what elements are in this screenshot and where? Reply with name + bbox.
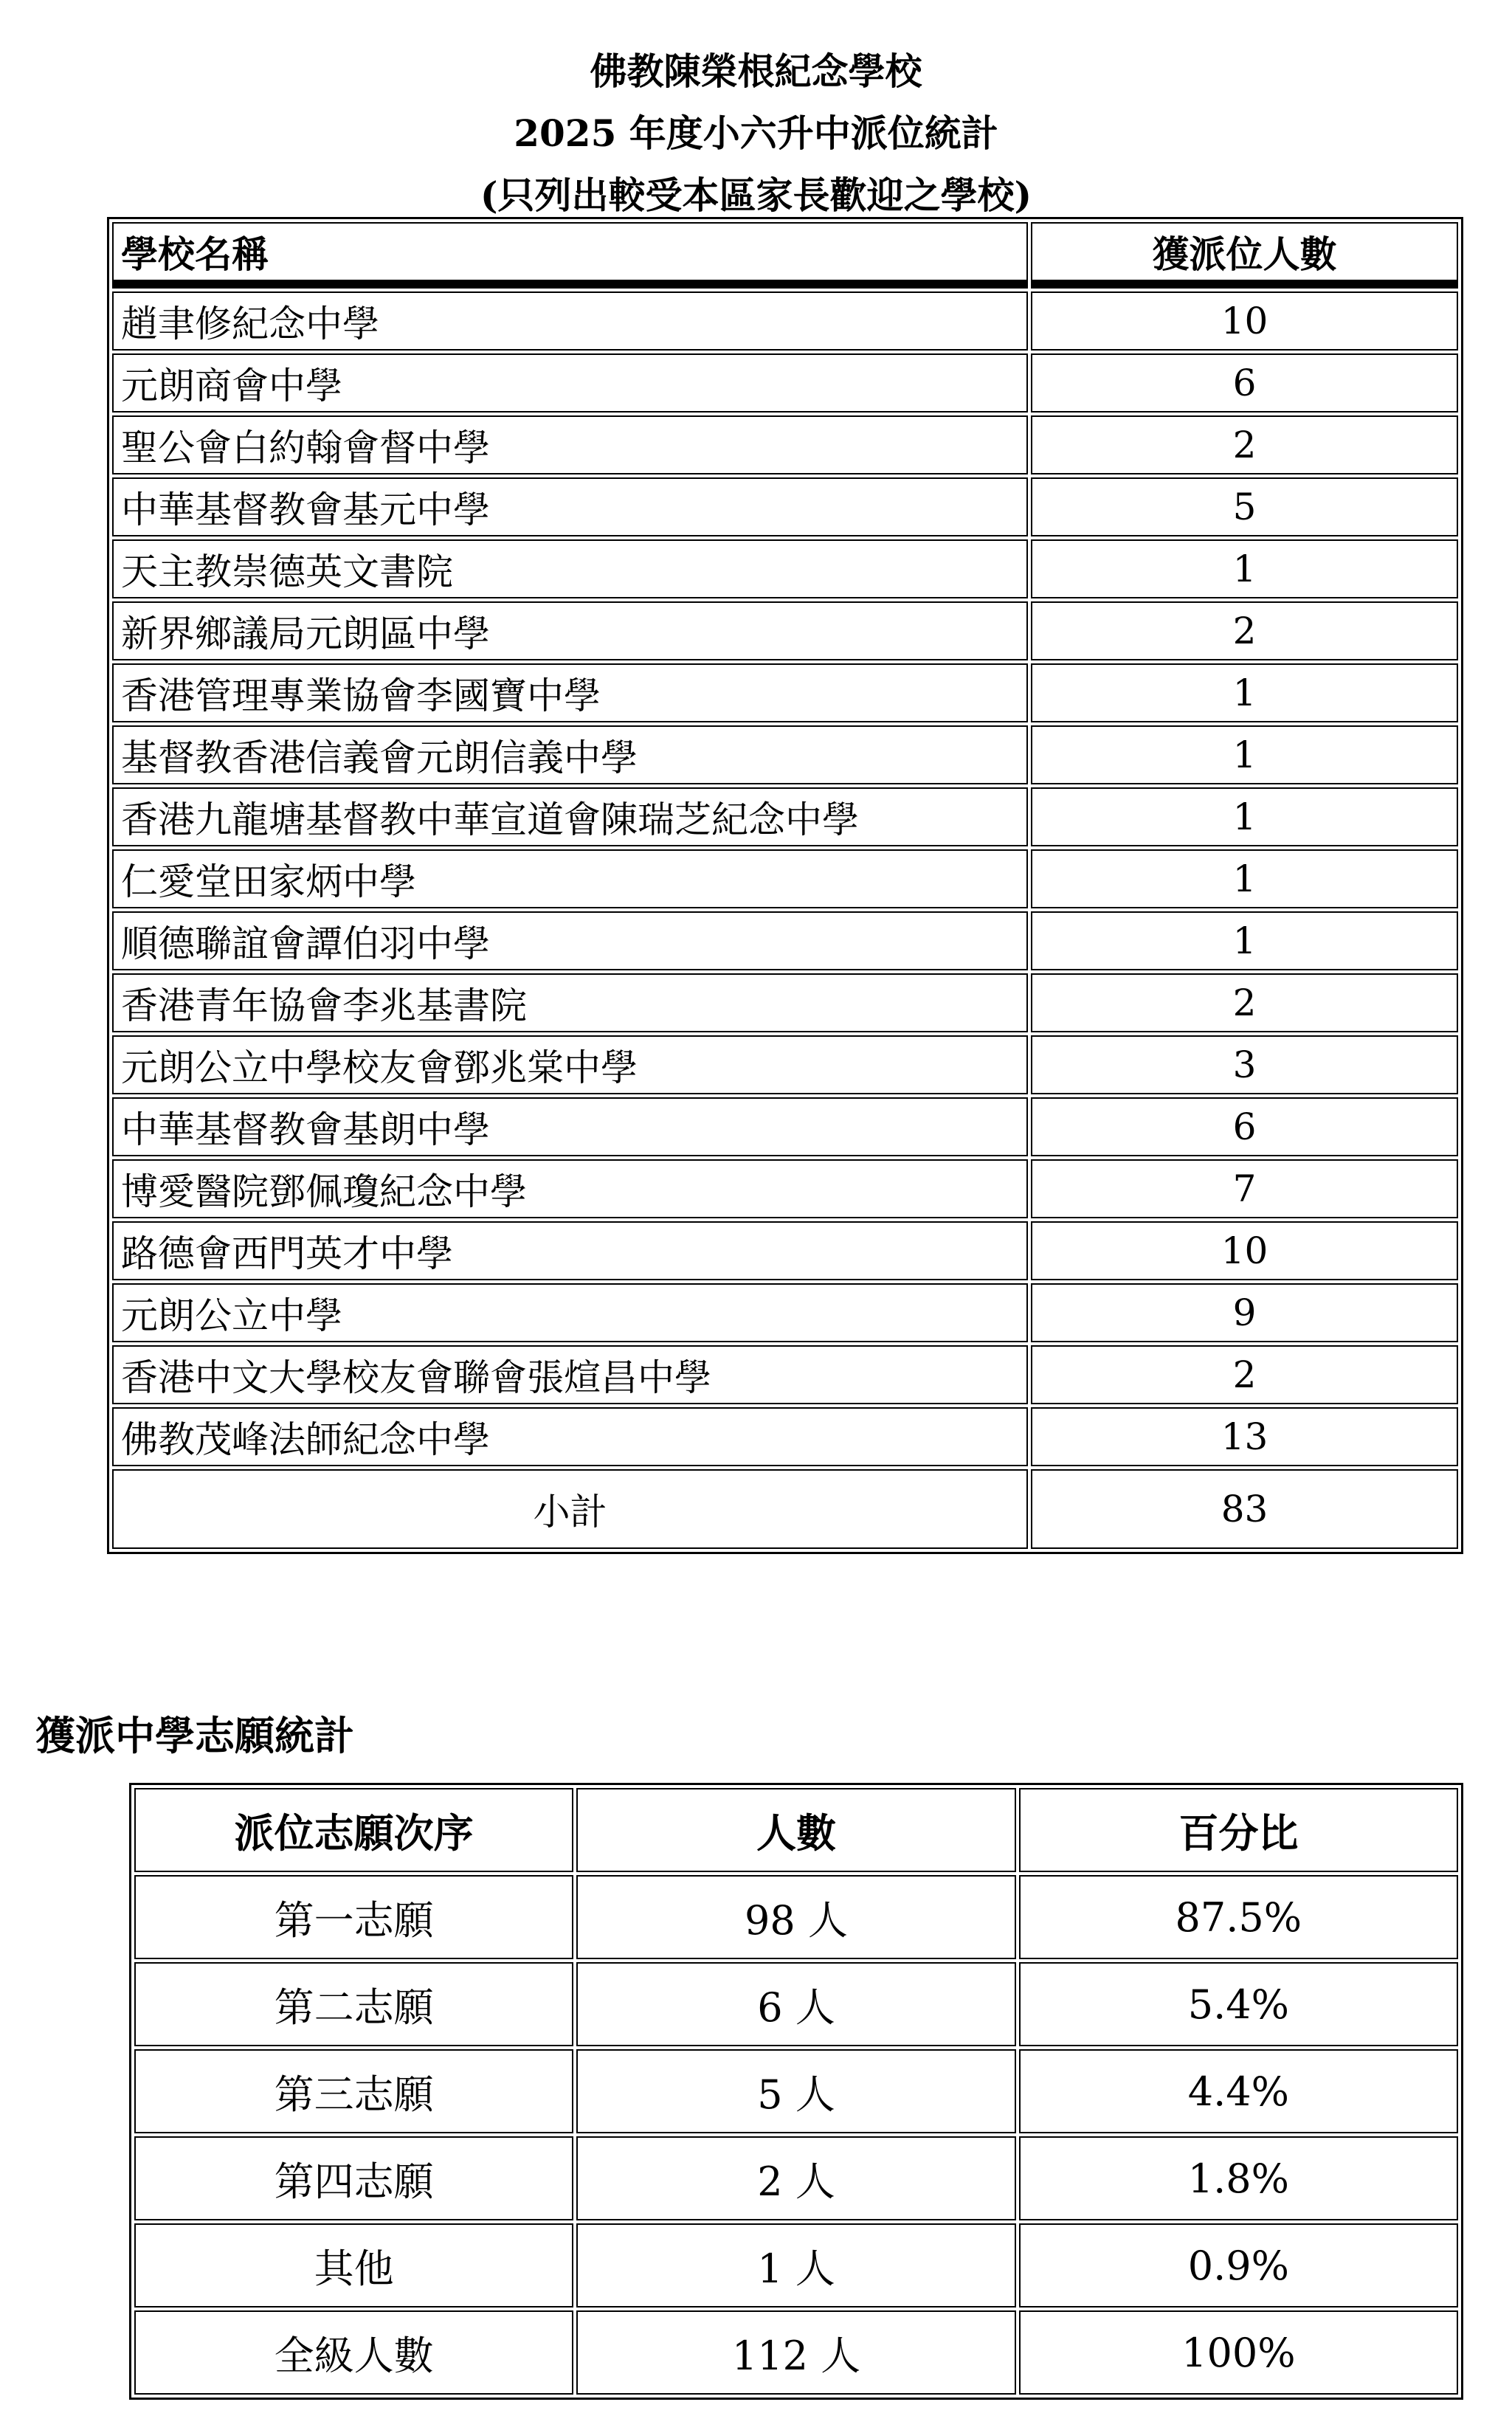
school-name-cell: 順德聯誼會譚伯羽中學 (112, 911, 1028, 970)
table-row (112, 725, 1458, 784)
choice-order-cell: 第四志願 (134, 2136, 573, 2220)
choice-table-body (134, 1875, 1458, 2395)
percentage-cell: 4.4% (1019, 2049, 1458, 2133)
choice-table (129, 1783, 1463, 2400)
table-row (134, 2223, 1458, 2308)
school-name-cell: 路德會西門英才中學 (112, 1221, 1028, 1280)
people-count-cell: 112 人 (576, 2310, 1015, 2395)
allocated-count-cell: 1 (1031, 725, 1458, 784)
allocated-count-cell: 1 (1031, 663, 1458, 722)
table-row (112, 1221, 1458, 1280)
school-name-cell: 佛教茂峰法師紀念中學 (112, 1407, 1028, 1466)
section-title: 獲派中學志願統計 (35, 1712, 354, 1759)
table-row (112, 911, 1458, 970)
table-header-row (112, 222, 1458, 289)
school-name-cell: 元朗商會中學 (112, 353, 1028, 413)
school-name-cell: 香港中文大學校友會聯會張煊昌中學 (112, 1345, 1028, 1404)
header-school-name: 學校名稱 (112, 222, 1028, 289)
allocated-count-cell: 1 (1031, 787, 1458, 846)
percentage-cell: 5.4% (1019, 1962, 1458, 2046)
allocated-count-cell: 10 (1031, 291, 1458, 351)
table-row (112, 849, 1458, 908)
document-note: (只列出較受本區家長歡迎之學校) (480, 173, 1032, 217)
allocated-count-cell: 2 (1031, 1345, 1458, 1404)
school-name-cell: 中華基督教會基元中學 (112, 477, 1028, 536)
people-count-cell: 6 人 (576, 1962, 1015, 2046)
table-row (112, 1159, 1458, 1218)
table-row (134, 2310, 1458, 2395)
allocated-count-cell: 10 (1031, 1221, 1458, 1280)
people-count-cell: 2 人 (576, 2136, 1015, 2220)
subtotal-value: 83 (1031, 1469, 1458, 1549)
document-header (0, 41, 1512, 227)
header-people-count: 人數 (576, 1788, 1015, 1872)
table-row (112, 973, 1458, 1032)
choice-order-cell: 其他 (134, 2223, 573, 2308)
table-row (112, 1097, 1458, 1156)
people-count-cell: 1 人 (576, 2223, 1015, 2308)
school-name-cell: 元朗公立中學校友會鄧兆棠中學 (112, 1035, 1028, 1094)
subtotal-row (112, 1469, 1458, 1549)
allocated-count-cell: 6 (1031, 1097, 1458, 1156)
table-row (134, 1875, 1458, 1959)
table-row (112, 1283, 1458, 1342)
school-name-cell: 聖公會白約翰會督中學 (112, 415, 1028, 474)
header-allocated-count: 獲派位人數 (1031, 222, 1458, 289)
table-row (112, 601, 1458, 660)
school-name-cell: 香港管理專業協會李國寶中學 (112, 663, 1028, 722)
table-row (134, 2049, 1458, 2133)
table-row (112, 353, 1458, 413)
allocation-table (107, 217, 1463, 1554)
table-row (112, 539, 1458, 598)
table-row (112, 1035, 1458, 1094)
choice-order-cell: 第一志願 (134, 1875, 573, 1959)
school-name-cell: 天主教崇德英文書院 (112, 539, 1028, 598)
allocated-count-cell: 3 (1031, 1035, 1458, 1094)
allocated-count-cell: 1 (1031, 539, 1458, 598)
table-row (134, 2136, 1458, 2220)
school-name-cell: 基督教香港信義會元朗信義中學 (112, 725, 1028, 784)
choice-order-cell: 第二志願 (134, 1962, 573, 2046)
allocated-count-cell: 2 (1031, 601, 1458, 660)
allocated-count-cell: 5 (1031, 477, 1458, 536)
header-choice-order: 派位志願次序 (134, 1788, 573, 1872)
allocated-count-cell: 13 (1031, 1407, 1458, 1466)
choice-order-cell: 第三志願 (134, 2049, 573, 2133)
table-row (112, 1407, 1458, 1466)
school-name: 佛教陳榮根紀念學校 (590, 49, 922, 93)
people-count-cell: 98 人 (576, 1875, 1015, 1959)
table-row (112, 291, 1458, 351)
percentage-cell: 0.9% (1019, 2223, 1458, 2308)
school-name-cell: 香港青年協會李兆基書院 (112, 973, 1028, 1032)
table-row (112, 787, 1458, 846)
allocated-count-cell: 6 (1031, 353, 1458, 413)
school-name-cell: 元朗公立中學 (112, 1283, 1028, 1342)
header-percentage: 百分比 (1019, 1788, 1458, 1872)
percentage-cell: 87.5% (1019, 1875, 1458, 1959)
allocated-count-cell: 1 (1031, 911, 1458, 970)
allocated-count-cell: 7 (1031, 1159, 1458, 1218)
people-count-cell: 5 人 (576, 2049, 1015, 2133)
percentage-cell: 100% (1019, 2310, 1458, 2395)
school-name-cell: 香港九龍塘基督教中華宣道會陳瑞芝紀念中學 (112, 787, 1028, 846)
table-row (112, 477, 1458, 536)
allocated-count-cell: 1 (1031, 849, 1458, 908)
table-row (134, 1962, 1458, 2046)
choice-order-cell: 全級人數 (134, 2310, 573, 2395)
allocation-table-body (112, 291, 1458, 1549)
school-name-cell: 新界鄉議局元朗區中學 (112, 601, 1028, 660)
subtotal-label: 小計 (112, 1469, 1028, 1549)
allocated-count-cell: 9 (1031, 1283, 1458, 1342)
table-header-row (134, 1788, 1458, 1872)
document-title: 2025 年度小六升中派位統計 (514, 111, 998, 155)
table-row (112, 415, 1458, 474)
school-name-cell: 博愛醫院鄧佩瓊紀念中學 (112, 1159, 1028, 1218)
school-name-cell: 中華基督教會基朗中學 (112, 1097, 1028, 1156)
allocated-count-cell: 2 (1031, 415, 1458, 474)
table-row (112, 1345, 1458, 1404)
allocated-count-cell: 2 (1031, 973, 1458, 1032)
table-row (112, 663, 1458, 722)
school-name-cell: 仁愛堂田家炳中學 (112, 849, 1028, 908)
school-name-cell: 趙聿修紀念中學 (112, 291, 1028, 351)
percentage-cell: 1.8% (1019, 2136, 1458, 2220)
